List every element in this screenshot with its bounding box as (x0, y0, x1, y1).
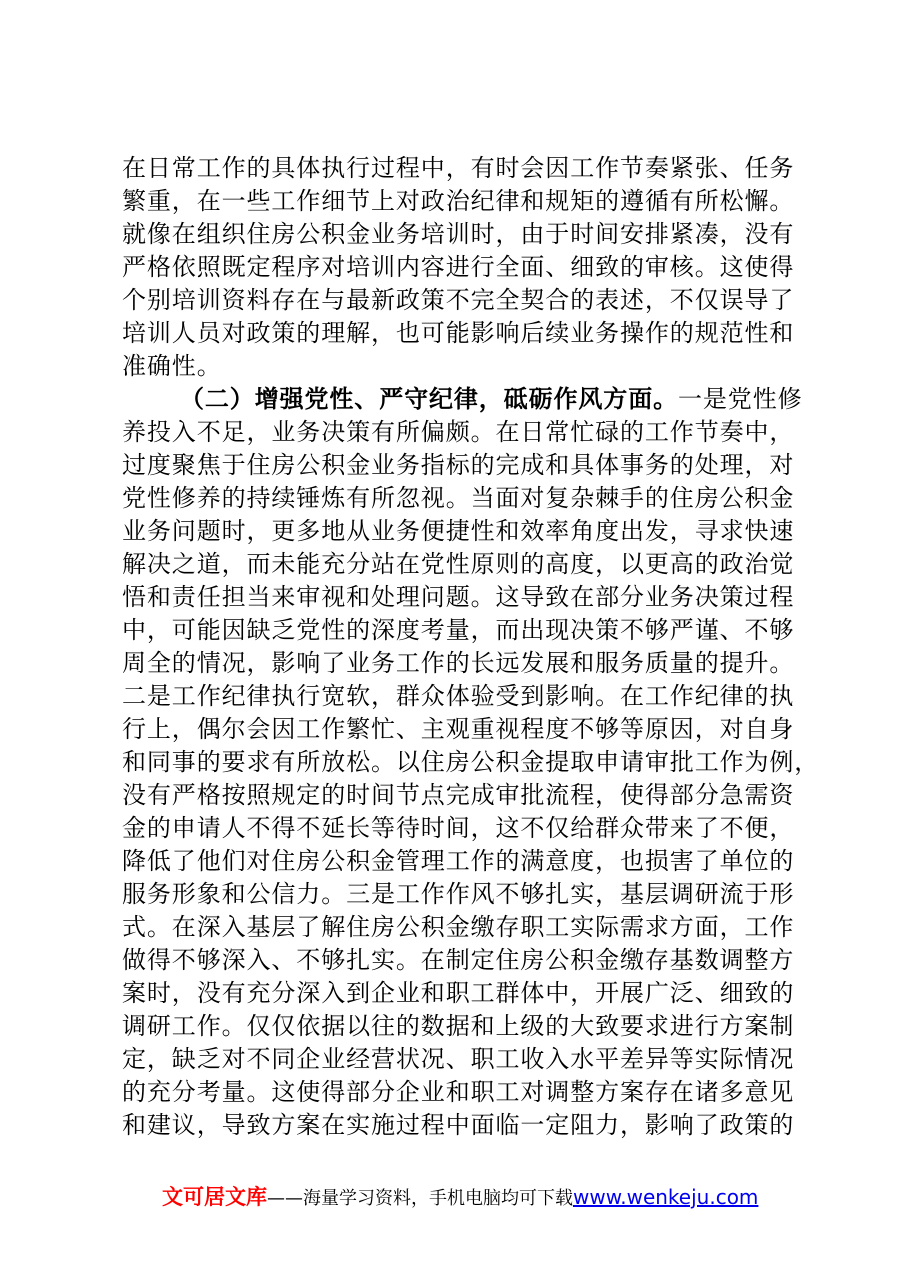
text-line: 二是工作纪律执行宽软，群众体验受到影响。在工作纪律的执 (122, 682, 795, 710)
text-line: 党性修养的持续锤炼有所忽视。当面对复杂棘手的住房公积金 (122, 484, 795, 512)
text-line: 的充分考量。这使得部分企业和职工对调整方案存在诸多意见 (122, 1078, 795, 1106)
text-line: 养投入不足，业务决策有所偏颇。在日常忙碌的工作节奏中， (122, 418, 795, 446)
section-heading: （二）增强党性、严守纪律，砥砺作风方面。 (180, 384, 678, 413)
text-line: 服务形象和公信力。三是工作作风不够扎实，基层调研流于形 (122, 880, 795, 908)
text-line: 个别培训资料存在与最新政策不完全契合的表述，不仅误导了 (122, 286, 795, 314)
section-heading-line (180, 383, 803, 415)
section-heading-rest: 一是党性修 (678, 385, 803, 413)
text-line: 解决之道，而未能充分站在党性原则的高度，以更高的政治觉 (122, 550, 795, 578)
text-line: 行上，偶尔会因工作繁忙、主观重视程度不够等原因，对自身 (122, 715, 795, 743)
text-line: 就像在组织住房公积金业务培训时，由于时间安排紧凑，没有 (122, 220, 795, 248)
text-line: 业务问题时，更多地从业务便捷性和效率角度出发，寻求快速 (122, 517, 795, 545)
text-line: 降低了他们对住房公积金管理工作的满意度，也损害了单位的 (122, 847, 795, 875)
text-line: 金的申请人不得不延长等待时间，这不仅给群众带来了不便， (122, 814, 795, 842)
footer-tagline: ——海量学习资料，手机电脑均可下载 (267, 1188, 573, 1209)
text-line: 定，缺乏对不同企业经营状况、职工收入水平差异等实际情况 (122, 1045, 795, 1073)
text-line: 式。在深入基层了解住房公积金缴存职工实际需求方面，工作 (122, 913, 795, 941)
text-line: 培训人员对政策的理解，也可能影响后续业务操作的规范性和 (122, 319, 795, 347)
text-line: 周全的情况，影响了业务工作的长远发展和服务质量的提升。 (122, 649, 795, 677)
footer-banner (162, 1182, 758, 1212)
text-line: 和同事的要求有所放松。以住房公积金提取申请审批工作为例， (122, 748, 820, 776)
text-line: 严格依照既定程序对培训内容进行全面、细致的审核。这使得 (122, 253, 795, 281)
text-line: 和建议，导致方案在实施过程中面临一定阻力，影响了政策的 (122, 1111, 795, 1139)
text-line: 繁重，在一些工作细节上对政治纪律和规矩的遵循有所松懈。 (122, 187, 795, 215)
footer-brand: 文可居文库 (162, 1185, 267, 1209)
footer-link[interactable]: www.wenkeju.com (573, 1185, 759, 1209)
text-line: 没有严格按照规定的时间节点完成审批流程，使得部分急需资 (122, 781, 795, 809)
text-line: 在日常工作的具体执行过程中，有时会因工作节奏紧张、任务 (122, 154, 795, 182)
text-line: 悟和责任担当来审视和处理问题。这导致在部分业务决策过程 (122, 583, 795, 611)
text-line: 调研工作。仅仅依据以往的数据和上级的大致要求进行方案制 (122, 1012, 795, 1040)
text-line: 案时，没有充分深入到企业和职工群体中，开展广泛、细致的 (122, 979, 795, 1007)
text-line: 准确性。 (122, 352, 222, 380)
text-line: 做得不够深入、不够扎实。在制定住房公积金缴存基数调整方 (122, 946, 795, 974)
text-line: 过度聚焦于住房公积金业务指标的完成和具体事务的处理，对 (122, 451, 795, 479)
text-line: 中，可能因缺乏党性的深度考量，而出现决策不够严谨、不够 (122, 616, 795, 644)
